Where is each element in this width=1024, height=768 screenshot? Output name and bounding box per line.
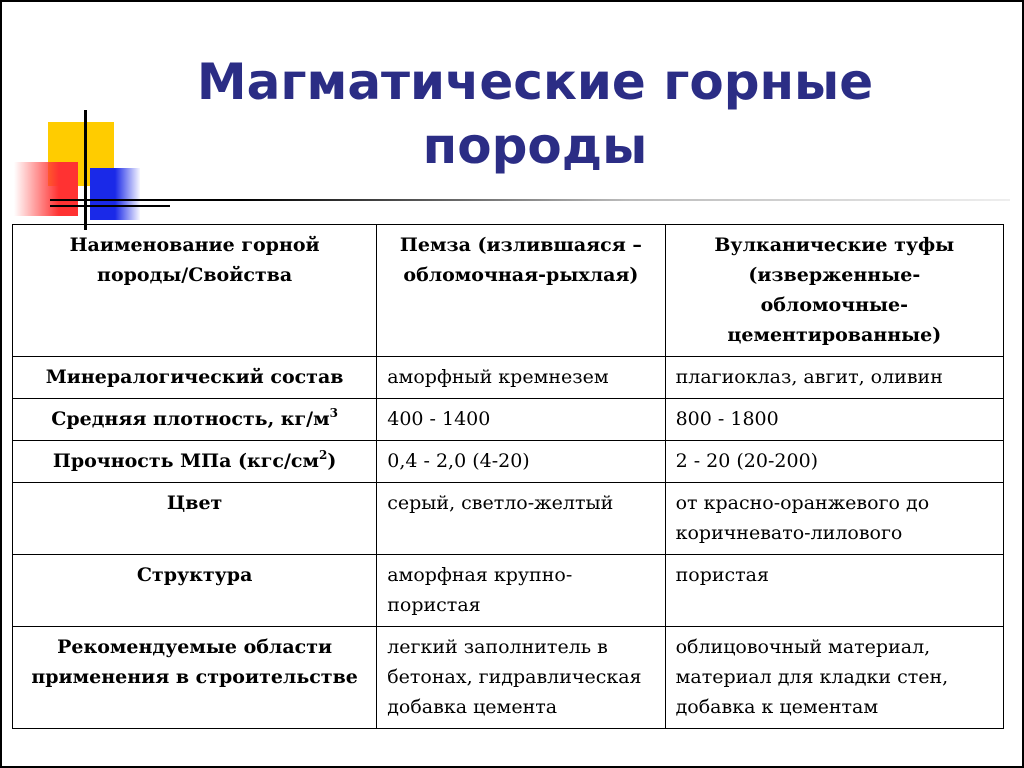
cell-text: 0,4 - 2,0 (4-20) — [387, 450, 530, 472]
table-row — [13, 441, 1004, 483]
cell-text: легкий заполнитель в бетонах, гидравлическая добавка цемента — [387, 636, 642, 718]
superscript-square: 2 — [318, 448, 328, 462]
cell-text: облицовочный материал, материал для кладки стен, добавка к цементам — [675, 636, 949, 718]
table-row — [13, 483, 1004, 555]
cell-tuff-structure — [665, 555, 1003, 627]
header-col1-text: Наименование горной породы/Свойства — [69, 234, 320, 286]
table-header-row — [13, 225, 1004, 357]
decor-vertical-line — [84, 110, 87, 230]
row-label-text: Цвет — [166, 492, 223, 514]
cell-text: серый, светло-желтый — [387, 492, 614, 514]
cell-text: плагиоклаз, авгит, оливин — [675, 366, 943, 388]
row-label-text: Структура — [136, 564, 253, 586]
row-label-applications — [13, 627, 377, 729]
cell-tuff-strength — [665, 441, 1003, 483]
row-label-strength — [13, 441, 377, 483]
row-label-tail: ) — [327, 450, 337, 472]
decor-horizontal-line-short — [50, 205, 170, 207]
cell-tuff-applications — [665, 627, 1003, 729]
header-volcanic-tuff — [665, 225, 1003, 357]
slide-title: Магматические горные породы — [196, 53, 874, 175]
header-col3-text: Вулканические туфы (изверженные-обломочные-цементированные) — [714, 234, 955, 346]
superscript-cubic: 3 — [329, 406, 338, 420]
row-label-text: Средняя плотность, кг/м — [51, 408, 330, 430]
row-label-color — [13, 483, 377, 555]
header-col2-text: Пемза (излившаяся – обломочная-рыхлая) — [399, 234, 642, 286]
table-row — [13, 357, 1004, 399]
row-label-density — [13, 399, 377, 441]
header-property-name — [13, 225, 377, 357]
cell-pumice-strength — [377, 441, 665, 483]
decor-red-square — [14, 162, 78, 216]
table-row — [13, 555, 1004, 627]
table-row — [13, 627, 1004, 729]
cell-text: 2 - 20 (20-200) — [675, 450, 819, 472]
cell-text: 800 - 1800 — [675, 408, 779, 430]
row-label-text: Рекомендуемые области применения в строительстве — [31, 636, 358, 688]
cell-text: пористая — [675, 564, 769, 586]
row-label-mineral-composition — [13, 357, 377, 399]
cell-tuff-density — [665, 399, 1003, 441]
cell-pumice-color — [377, 483, 665, 555]
cell-text: аморфная крупно-пористая — [387, 564, 573, 616]
cell-pumice-structure — [377, 555, 665, 627]
cell-text: от красно-оранжевого до коричневато-лилового — [675, 492, 930, 544]
cell-text: аморфный кремнезем — [387, 366, 609, 388]
properties-table — [12, 224, 1004, 729]
cell-text: 400 - 1400 — [387, 408, 491, 430]
table-row — [13, 399, 1004, 441]
cell-tuff-color — [665, 483, 1003, 555]
cell-pumice-applications — [377, 627, 665, 729]
header-pumice — [377, 225, 665, 357]
row-label-structure — [13, 555, 377, 627]
decor-horizontal-line — [50, 199, 1010, 201]
cell-pumice-density — [377, 399, 665, 441]
cell-pumice-mineral — [377, 357, 665, 399]
row-label-text: Минералогический состав — [45, 366, 344, 388]
cell-tuff-mineral — [665, 357, 1003, 399]
row-label-text: Прочность МПа (кгс/см — [52, 450, 319, 472]
